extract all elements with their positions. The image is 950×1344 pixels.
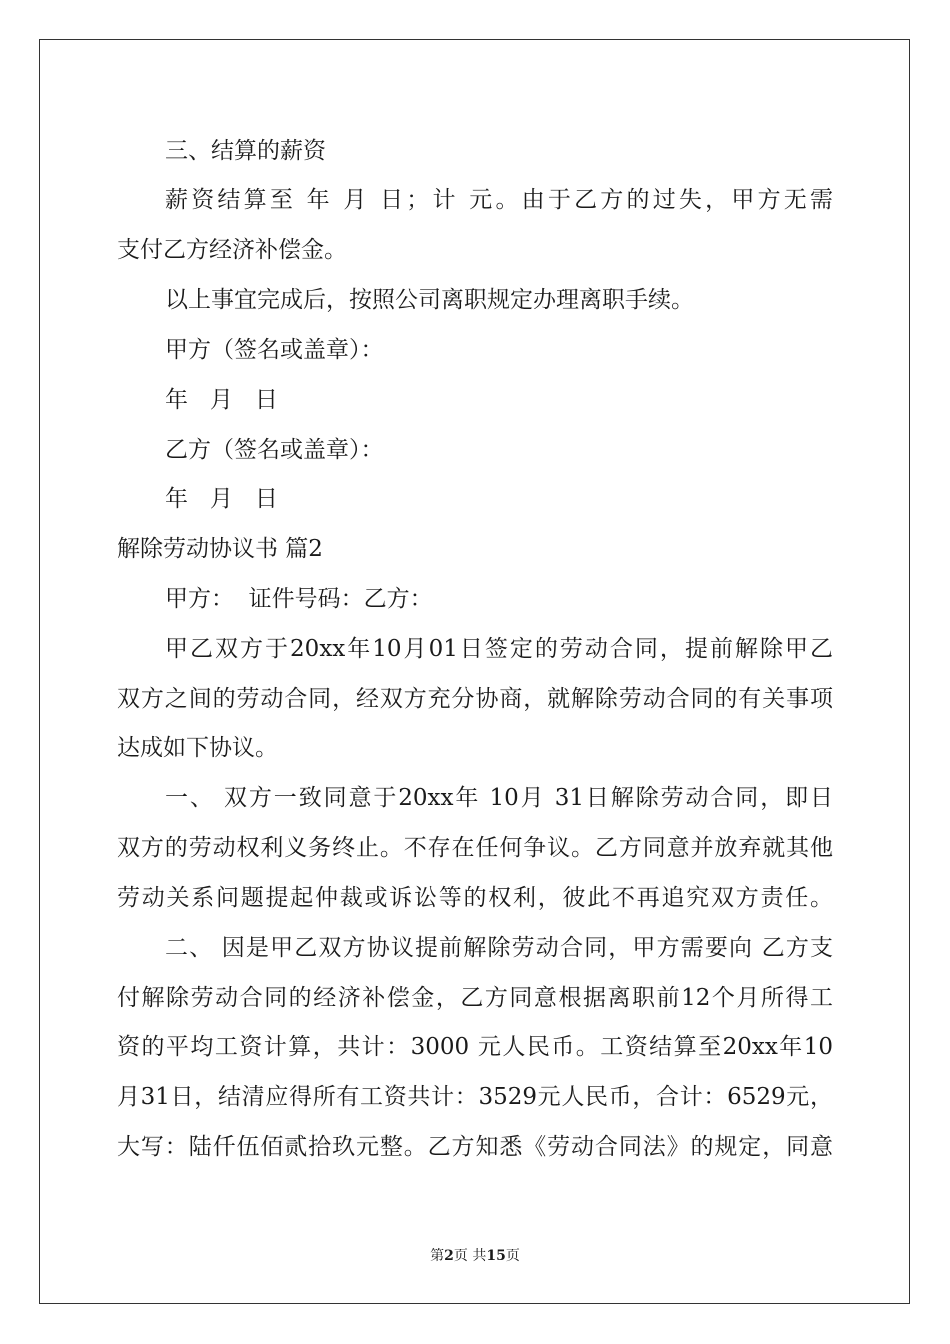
section-title: 解除劳动协议书 篇2 xyxy=(117,536,323,562)
paragraph-line: 甲乙双方于20xx年10月01日签定的劳动合同，提前解除甲乙 xyxy=(165,636,833,662)
footer-prefix: 第 xyxy=(430,1248,445,1264)
page-footer xyxy=(0,1247,950,1265)
page-border xyxy=(39,39,910,1304)
paragraph-line: 资的平均工资计算，共计：3000 元人民币。工资结算至20xx年10 xyxy=(117,1034,833,1060)
paragraph-line: 达成如下协议。 xyxy=(117,735,278,761)
parties-line: 甲方： 证件号码：乙方： xyxy=(165,586,433,612)
total-page-count: 15 xyxy=(486,1248,506,1264)
current-page-number: 2 xyxy=(444,1248,454,1264)
paragraph-line: 以上事宜完成后，按照公司离职规定办理离职手续。 xyxy=(165,287,694,313)
paragraph-line: 双方之间的劳动合同，经双方充分协商，就解除劳动合同的有关事项 xyxy=(117,686,833,712)
paragraph-line: 大写：陆仟伍佰贰拾玖元整。乙方知悉《劳动合同法》的规定，同意 xyxy=(117,1134,833,1160)
date-line: 年 月 日 xyxy=(165,387,278,413)
paragraph-line: 付解除劳动合同的经济补偿金，乙方同意根据离职前12个月所得工 xyxy=(117,985,833,1011)
clause-two-line: 二、 因是甲乙双方协议提前解除劳动合同，甲方需要向 乙方支 xyxy=(165,935,833,961)
paragraph-line: 月31日，结清应得所有工资共计：3529元人民币，合计：6529元， xyxy=(117,1084,833,1110)
footer-middle: 页 共 xyxy=(453,1248,487,1264)
paragraph-line: 支付乙方经济补偿金。 xyxy=(117,237,347,263)
section-heading-settlement: 三、结算的薪资 xyxy=(165,138,326,164)
paragraph-line: 劳动关系问题提起仲裁或诉讼等的权利，彼此不再追究双方责任。 xyxy=(117,885,833,911)
paragraph-line: 双方的劳动权利义务终止。不存在任何争议。乙方同意并放弃就其他 xyxy=(117,835,833,861)
paragraph-line: 薪资结算至 年 月 日；计 元。由于乙方的过失，甲方无需 xyxy=(165,187,833,213)
party-a-signature-label: 甲方（签名或盖章）： xyxy=(165,337,384,363)
clause-one-line: 一、 双方一致同意于20xx年 10月 31日解除劳动合同，即日 xyxy=(165,785,833,811)
footer-suffix: 页 xyxy=(505,1248,520,1264)
date-line: 年 月 日 xyxy=(165,486,278,512)
party-b-signature-label: 乙方（签名或盖章）： xyxy=(165,437,384,463)
